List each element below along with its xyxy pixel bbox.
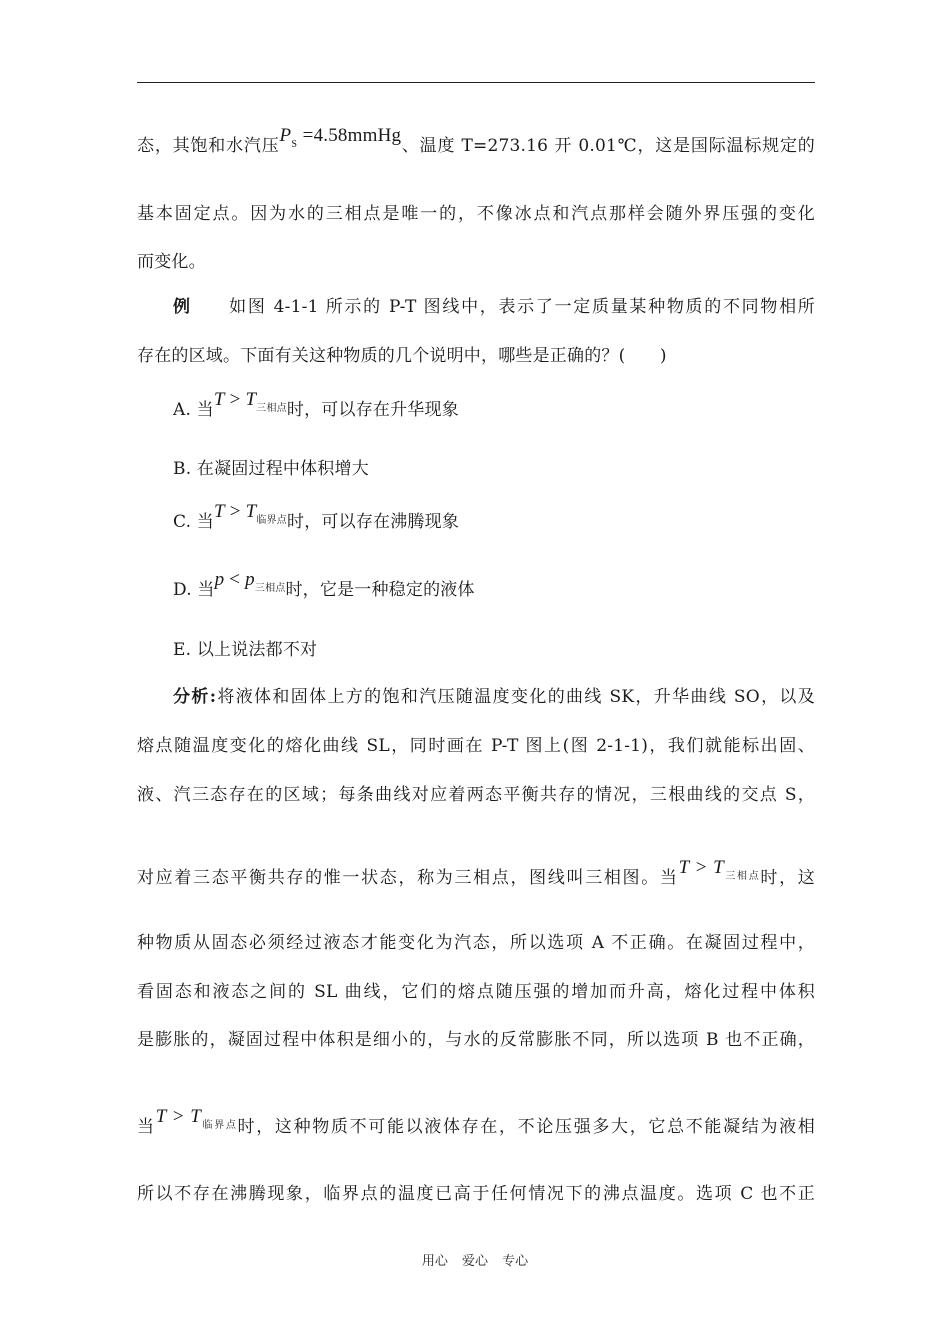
option-e: E. 以上说法都不对: [173, 640, 318, 660]
line1-text-b: 、温度 T=273.16 开 0.01℃，这是国际温标规定的: [401, 136, 816, 156]
analysis-line-4: 对应着三态平衡共存的惟一状态，称为三相点，图线叫三相图。当$T > T_{三相点}$时，这: [137, 857, 815, 888]
text-line-2: 基本固定点。因为水的三相点是唯一的，不像冰点和汽点那样会随外界压强的变化: [137, 204, 815, 224]
analysis-line-9: 所以不存在沸腾现象，临界点的温度已高于任何情况下的沸点温度。选项 C 也不正: [137, 1184, 815, 1204]
analysis-line-8: 当$T > T_{临界点}$时，这种物质不可能以液体存在，不论压强多大，它总不能凝结为液相: [137, 1106, 816, 1137]
analysis-line-6: 看固态和液态之间的 SL 曲线，它们的熔点随压强的增加而升高，熔化过程中体积: [137, 982, 815, 1002]
text-line-1: [137, 125, 816, 161]
option-c: C. 当$T > T_{临界点}$时，可以存在沸腾现象: [173, 501, 460, 532]
header-rule: [137, 82, 815, 83]
analysis-line-3: 液、汽三态存在的区域；每条曲线对应着两态平衡共存的情况，三根曲线的交点 S，: [137, 785, 815, 805]
formula-ps: $P_S$ =4.58mmHg: [279, 125, 402, 150]
option-d: D. 当$p < p_{三相点}$时，它是一种稳定的液体: [173, 569, 475, 600]
line1-text-a: 态，其饱和水汽压: [137, 136, 280, 156]
option-a: A. 当$T > T_{三相点}$时，可以存在升华现象: [173, 389, 459, 420]
option-b: B. 在凝固过程中体积增大: [173, 459, 369, 479]
analysis-line-1: 分析:将液体和固体上方的饱和汽压随温度变化的曲线 SK，升华曲线 SO，以及: [173, 687, 815, 707]
page-footer: 用心 爱心 专心: [421, 1254, 529, 1269]
analysis-line-7: 是膨胀的，凝固过程中体积是细小的，与水的反常膨胀不同，所以选项 B 也不正确，: [137, 1030, 815, 1050]
analysis-line-5: 种物质从固态必须经过液态才能变化为汽态，所以选项 A 不正确。在凝固过程中，: [137, 933, 815, 953]
analysis-label: 分析:: [173, 687, 217, 707]
analysis-line-2: 熔点随温度变化的熔化曲线 SL，同时画在 P-T 图上(图 2-1-1)，我们就能标出固、: [137, 736, 815, 756]
text-line-3: 而变化。: [137, 252, 206, 272]
example-line: 例 如图 4-1-1 所示的 P-T 图线中，表示了一定质量某种物质的不同物相所: [173, 297, 816, 317]
example-label: 例: [173, 297, 192, 317]
text-line-5: 存在的区域。下面有关这种物质的几个说明中，哪些是正确的？( ): [137, 346, 667, 366]
